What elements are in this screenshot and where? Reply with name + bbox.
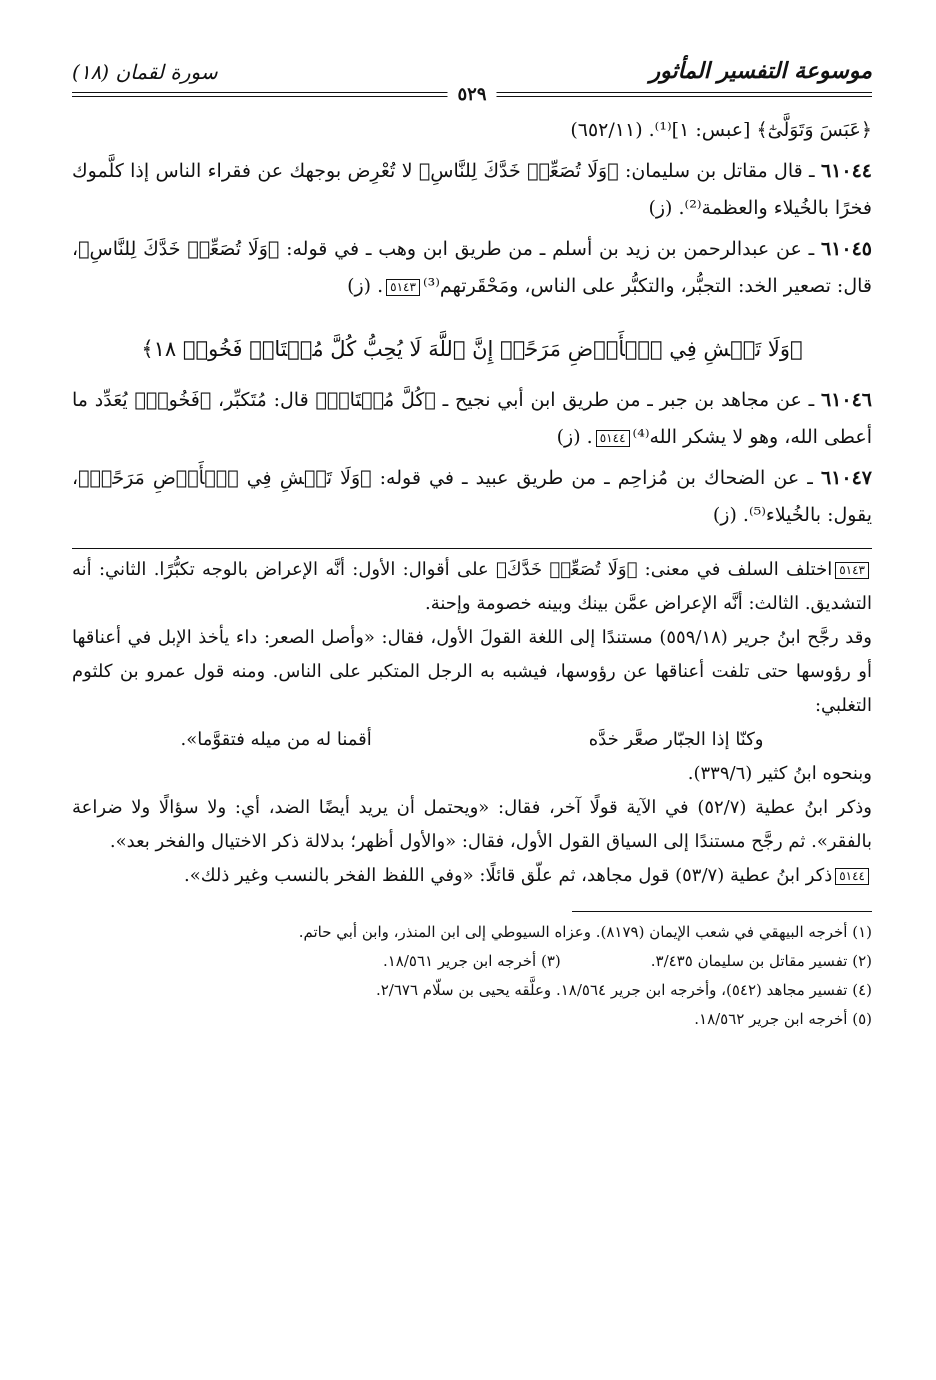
narration-text: ـ عن عبدالرحمن بن زيد بن أسلم ـ من طريق ابن وهب ـ في قوله: ﴿وَلَا تُصَعِّرۡ خَدَّكَ لِلنَّاسِ﴾، قال: تصعير الخد: التجبُّر، والتكبُّر على الناس، ومَحْقَرتهم⁽³⁾ [72,238,872,297]
note-5143-ibn-atiyya: وذكر ابنُ عطية (٥٢/٧) في الآية قولًا آخر، فقال: «ويحتمل أن يريد أيضًا الضد، أي: ولا سؤالًا ولا ضراعة بالفقر». ثم رجَّح مستندًا إلى السياق القول الأول، فقال: «والأول أظهر؛ بدلالة ذكر الاختيال والفخر بعد». [72,797,872,852]
footnotes [72,918,872,1034]
footnote-separator [572,911,872,912]
narration-text: ـ عن مجاهد بن جبر ـ من طريق ابن أبي نجيح ـ ﴿كُلَّ مُخۡتَالٖ﴾ قال: مُتَكبِّر، ﴿فَخُورٖ﴾ يُعَدِّد ما أعطى الله، وهو لا يشكر الله⁽⁴⁾ [72,389,872,448]
poem-verse [72,723,872,757]
notes-separator [72,548,872,549]
page-number: ٥٢٩ [447,84,496,105]
narration-number: ٦١٠٤٦ [820,389,872,411]
note-5143-ibn-jarir: وقد رجَّح ابنُ جرير (٥٥٩/١٨) مستندًا إلى اللغة القولَ الأول، فقال: «وأصل الصعر: داء يأخذ الإبل في أعناقها أو رؤوسها حتى تلفت أعناقها عن رؤوسها، فيشبه به الرجل المتكبر على الناس. ومنه قول عمرو بن كلثوم التغلبي: [72,627,872,716]
page [72,58,872,1034]
verse-reference-line: ﴿عَبَسَ وَتَوَلَّىٰٓ﴾ [عبس: ١]⁽¹⁾. (٦٥٢/١١) [570,119,872,141]
narration-number: ٦١٠٤٤ [820,160,872,182]
narration-61046 [72,382,872,456]
footnote-2: (٢) تفسير مقاتل بن سليمان ٣/٤٣٥. [650,952,872,970]
narration-61044 [72,153,872,227]
footnote-5: (٥) أخرجه ابن جرير ١٨/٥٦٢. [694,1010,872,1028]
note-5144 [72,859,872,893]
narration-end: . (ز) [347,275,384,297]
note-text: ذكر ابنُ عطية (٥٣/٧) قول مجاهد، ثم علّق قائلًا: «وفي اللفظ الفخر بالنسب وغير ذلك». [183,865,833,886]
commentary-notes [72,553,872,893]
footnote-1: (١) أخرجه البيهقي في شعب الإيمان (٨١٧٩). وعزاه السيوطي إلى ابن المنذر، وابن أبي حاتم. [298,923,872,941]
note-text: اختلف السلف في معنى: ﴿وَلَا تُصَعِّرۡ خَدَّكَ﴾ على أقوال: الأول: أنَّه الإعراض بالوجه تكبُّرًا. الثاني: أنه التشديق. الثالث: أنَّه الإعراض عمَّن بينك وبينه خصومة وإحنة. [72,559,872,614]
note-tag: ٥١٤٤ [835,868,869,885]
footnote-3: (٣) أخرجه ابن جرير ١٨/٥٦١. [382,952,561,970]
footnote-row [72,947,872,976]
quran-verse: ﴿وَلَا تَمۡشِ فِي ٱلۡأَرۡضِ مَرَحًاۖ إِنَّ ٱللَّهَ لَا يُحِبُّ كُلَّ مُخۡتَالٖ فَخُورٖ ١٨﴾ [141,337,803,361]
narration-61045 [72,231,872,305]
note-5143-ibn-kathir: وبنحوه ابنُ كثير (٣٣٩/٦). [687,763,872,784]
narration-number: ٦١٠٤٧ [820,467,872,489]
poem-hemistich-left: أقمنا له من ميله فتقوَّما». [180,729,372,750]
narration-number: ٦١٠٤٥ [820,238,872,260]
note-reference-tag: ٥١٤٤ [596,430,630,447]
narration-61047 [72,460,872,534]
note-5143-intro [72,553,872,621]
narration-text: ـ قال مقاتل بن سليمان: ﴿وَلَا تُصَعِّرۡ خَدَّكَ لِلنَّاسِ﴾ لا تُعْرِض بوجهك عن فقراء الناس إذا كلَّموك فخرًا بالخُيلاء والعظمة⁽²⁾. (ز) [72,160,872,219]
poem-hemistich-right: وكنّا إذا الجبّار صعَّر خدَّه [588,729,764,750]
book-title: موسوعة التفسير المأثور [649,58,872,84]
note-reference-tag: ٥١٤٣ [386,279,420,296]
narration-text: ـ عن الضحاك بن مُزاحِم ـ من طريق عبيد ـ في قوله: ﴿وَلَا تَمۡشِ فِي ٱلۡأَرۡضِ مَرَحًاۖ﴾، يقول: بالخُيلاء⁽⁵⁾. (ز) [72,467,872,526]
narration-end: . (ز) [556,426,593,448]
surah-title: سورة لقمان (١٨) [72,60,218,84]
page-header [72,58,872,105]
footnote-4: (٤) تفسير مجاهد (٥٤٢)، وأخرجه ابن جرير ١٨/٥٦٤. وعلَّقه يحيى بن سلّام ٢/٦٧٦. [375,981,872,999]
note-tag: ٥١٤٣ [835,562,869,579]
